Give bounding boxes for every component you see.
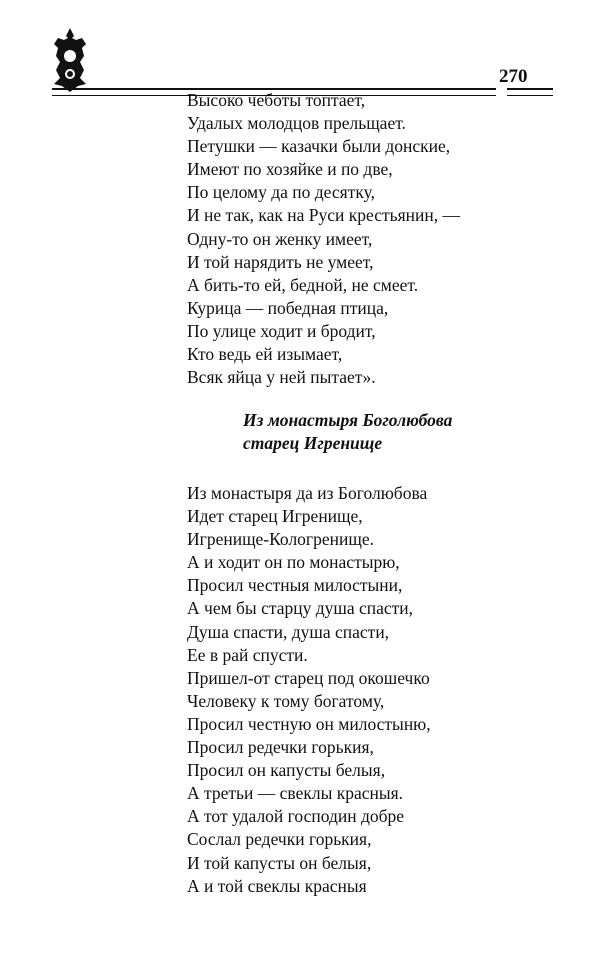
header-rule-short bbox=[507, 88, 553, 96]
verse-line: Ее в рай спусти. bbox=[187, 644, 308, 665]
verse-stanza-1 bbox=[187, 89, 460, 389]
verse-line: Просил честную он милостыню, bbox=[187, 713, 431, 734]
verse-line: А чем бы старцу душа спасти, bbox=[187, 598, 414, 619]
verse-line: Душа спасти, душа спасти, bbox=[187, 621, 390, 642]
verse-line: По улице ходит и бродит, bbox=[187, 320, 376, 341]
verse-line: Всяк яйца у ней пытает». bbox=[187, 367, 376, 388]
verse-line: А тот удалой господин добре bbox=[187, 806, 405, 827]
verse-line: И той капусты он белыя, bbox=[187, 852, 372, 873]
verse-line: Игренище-Кологренище. bbox=[187, 529, 374, 550]
verse-line: Удалых молодцов прельщает. bbox=[187, 113, 406, 134]
verse-line: А третьи — свеклы красныя. bbox=[187, 783, 404, 804]
verse-line: Пришел-от старец под окошечко bbox=[187, 667, 430, 688]
verse-line: Высоко чеботы топтает, bbox=[187, 90, 366, 110]
verse-line: Просил редечки горькия, bbox=[187, 737, 374, 758]
verse-line: По целому да по десятку, bbox=[187, 182, 375, 203]
verse-line: Просил честныя милостыни, bbox=[187, 575, 403, 596]
verse-line: Петушки — казачки были донские, bbox=[187, 136, 451, 157]
ornament-emblem-icon bbox=[52, 26, 88, 92]
heading-line: старец Игренище bbox=[243, 433, 383, 453]
verse-line: Имеют по хозяйке и по две, bbox=[187, 159, 393, 180]
verse-line: И не так, как на Руси крестьянин, — bbox=[187, 205, 461, 226]
verse-line: Курица — победная птица, bbox=[187, 297, 389, 318]
verse-line: А и ходит он по монастырю, bbox=[187, 552, 400, 573]
verse-line: А и той свеклы красныя bbox=[187, 875, 367, 896]
verse-line: И той нарядить не умеет, bbox=[187, 251, 374, 272]
verse-line: Одну-то он женку имеет, bbox=[187, 228, 373, 249]
verse-line: Из монастыря да из Боголюбова bbox=[187, 483, 428, 503]
verse-line: Просил он капусты белыя, bbox=[187, 760, 386, 781]
verse-line: Сослал редечки горькия, bbox=[187, 829, 372, 850]
page-number: 270 bbox=[499, 66, 528, 87]
verse-line: Идет старец Игренище, bbox=[187, 506, 363, 527]
section-heading bbox=[243, 409, 452, 455]
heading-line: Из монастыря Боголюбова bbox=[243, 410, 453, 430]
verse-line: Кто ведь ей изымает, bbox=[187, 344, 343, 365]
verse-line: А бить-то ей, бедной, не смеет. bbox=[187, 274, 419, 295]
verse-line: Человеку к тому богатому, bbox=[187, 690, 385, 711]
verse-stanza-2 bbox=[187, 482, 431, 898]
